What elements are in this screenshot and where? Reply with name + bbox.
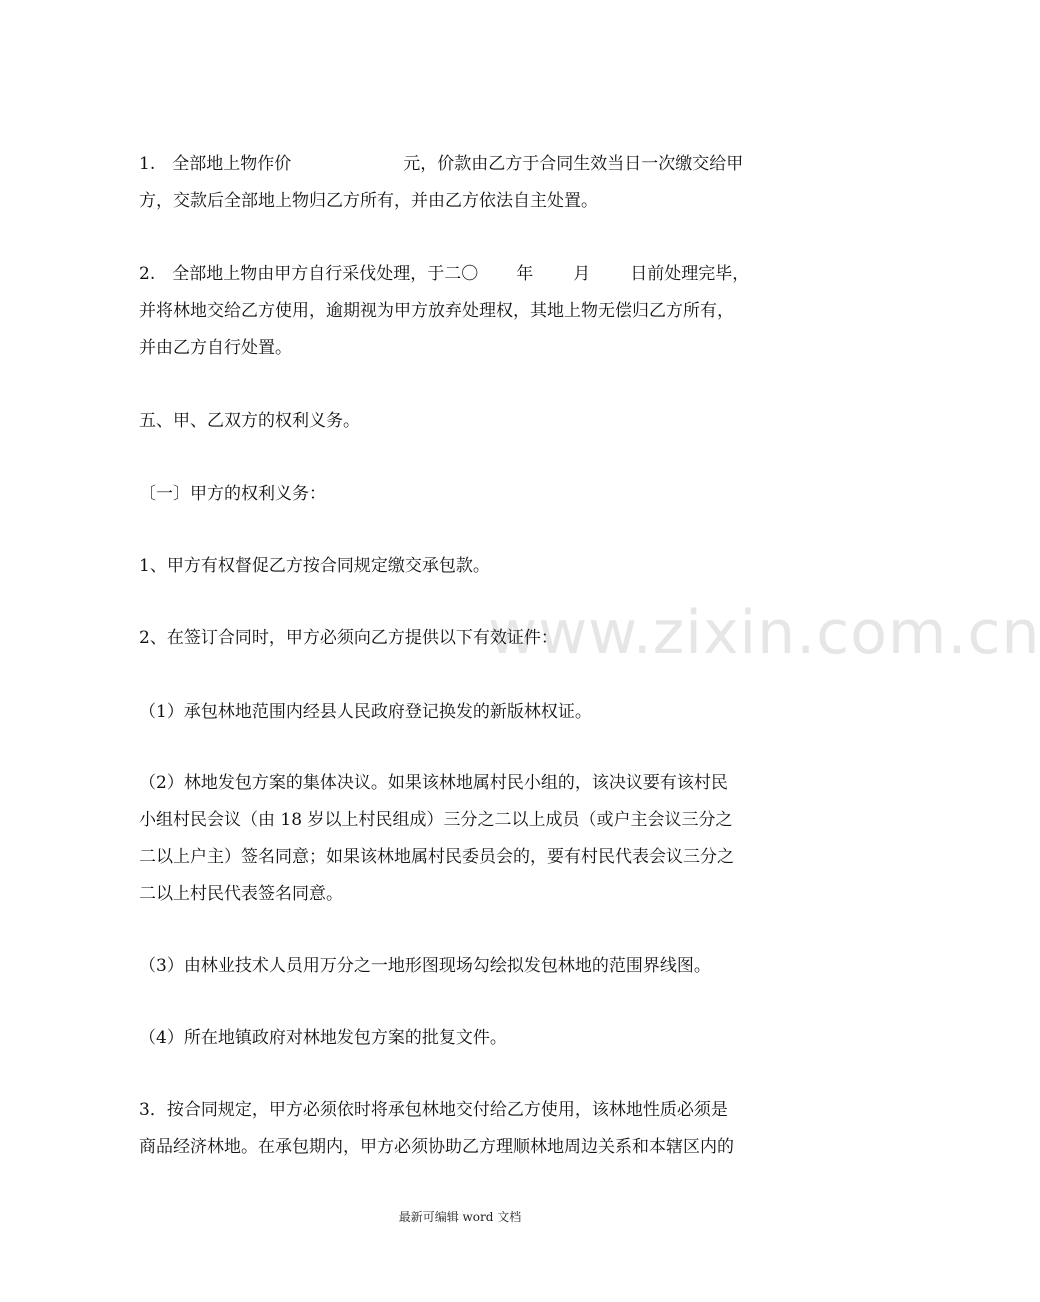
list-item-2-line-2: 小组村民会议（由 18 岁以上村民组成）三分之二以上成员（或户主会议三分之 [139,810,733,830]
list-item-2-line-4: 二以上村民代表签名同意。 [139,884,343,904]
text-span: 年 [516,264,534,284]
text-span: 2. 全部地上物由甲方自行采伐处理，于二〇 [139,264,479,284]
section-heading-5 [139,403,779,440]
paragraph-2-line-2: 并将林地交给乙方使用，逾期视为甲方放弃处理权，其地上物无偿归乙方所有， [139,301,734,321]
text-span: 元，价款由乙方于合同生效当日一次缴交给甲 [403,154,744,174]
list-item-2-line-3: 二以上户主）签名同意；如果该林地属村民委员会的，要有村民代表会议三分之 [139,847,734,867]
list-item-3 [139,948,779,985]
list-item-4 [139,1020,779,1057]
section-heading-5-line: 五、甲、乙双方的权利义务。 [139,411,360,431]
paragraph-2-line-1 [139,256,779,293]
list-item-4-line: （4）所在地镇政府对林地发包方案的批复文件。 [139,1028,507,1048]
watermark: www.zixin.com.cn [488,598,1040,668]
paragraph-1 [139,146,779,220]
list-item-2-line-1: （2）林地发包方案的集体决议。如果该林地属村民小组的，该决议要有该村民 [139,773,728,793]
paragraph-item-3-line-1: 3．按合同规定，甲方必须依时将承包林地交付给乙方使用，该林地性质必须是 [139,1100,728,1120]
paragraph-item-1 [139,548,779,585]
paragraph-2 [139,256,779,367]
paragraph-1-line-2: 方，交款后全部地上物归乙方所有，并由乙方依法自主处置。 [139,191,598,211]
text-span: 月 [573,264,591,284]
paragraph-1-line-1 [139,146,779,183]
paragraph-item-1-line: 1、甲方有权督促乙方按合同规定缴交承包款。 [139,556,490,576]
list-item-1 [139,694,779,731]
paragraph-item-3-line-2: 商品经济林地。在承包期内，甲方必须协助乙方理顺林地周边关系和本辖区内的 [139,1137,734,1157]
paragraph-2-line-3: 并由乙方自行处置。 [139,338,292,358]
paragraph-item-2 [139,620,779,657]
paragraph-item-2-line: 2、在签订合同时，甲方必须向乙方提供以下有效证件： [139,628,558,648]
text-span: 日前处理完毕， [630,264,750,284]
list-item-2 [139,765,779,913]
subsection-heading-1-line: 〔一〕甲方的权利义务： [139,484,326,504]
page-footer: 最新可编辑 word 文档 [398,1210,522,1224]
paragraph-item-3 [139,1092,779,1166]
text-span: 1. 全部地上物作价 [139,154,292,174]
subsection-heading-1 [139,476,779,513]
list-item-3-line: （3）由林业技术人员用万分之一地形图现场勾绘拟发包林地的范围界线图。 [139,956,711,976]
list-item-1-line: （1）承包林地范围内经县人民政府登记换发的新版林权证。 [139,702,592,722]
